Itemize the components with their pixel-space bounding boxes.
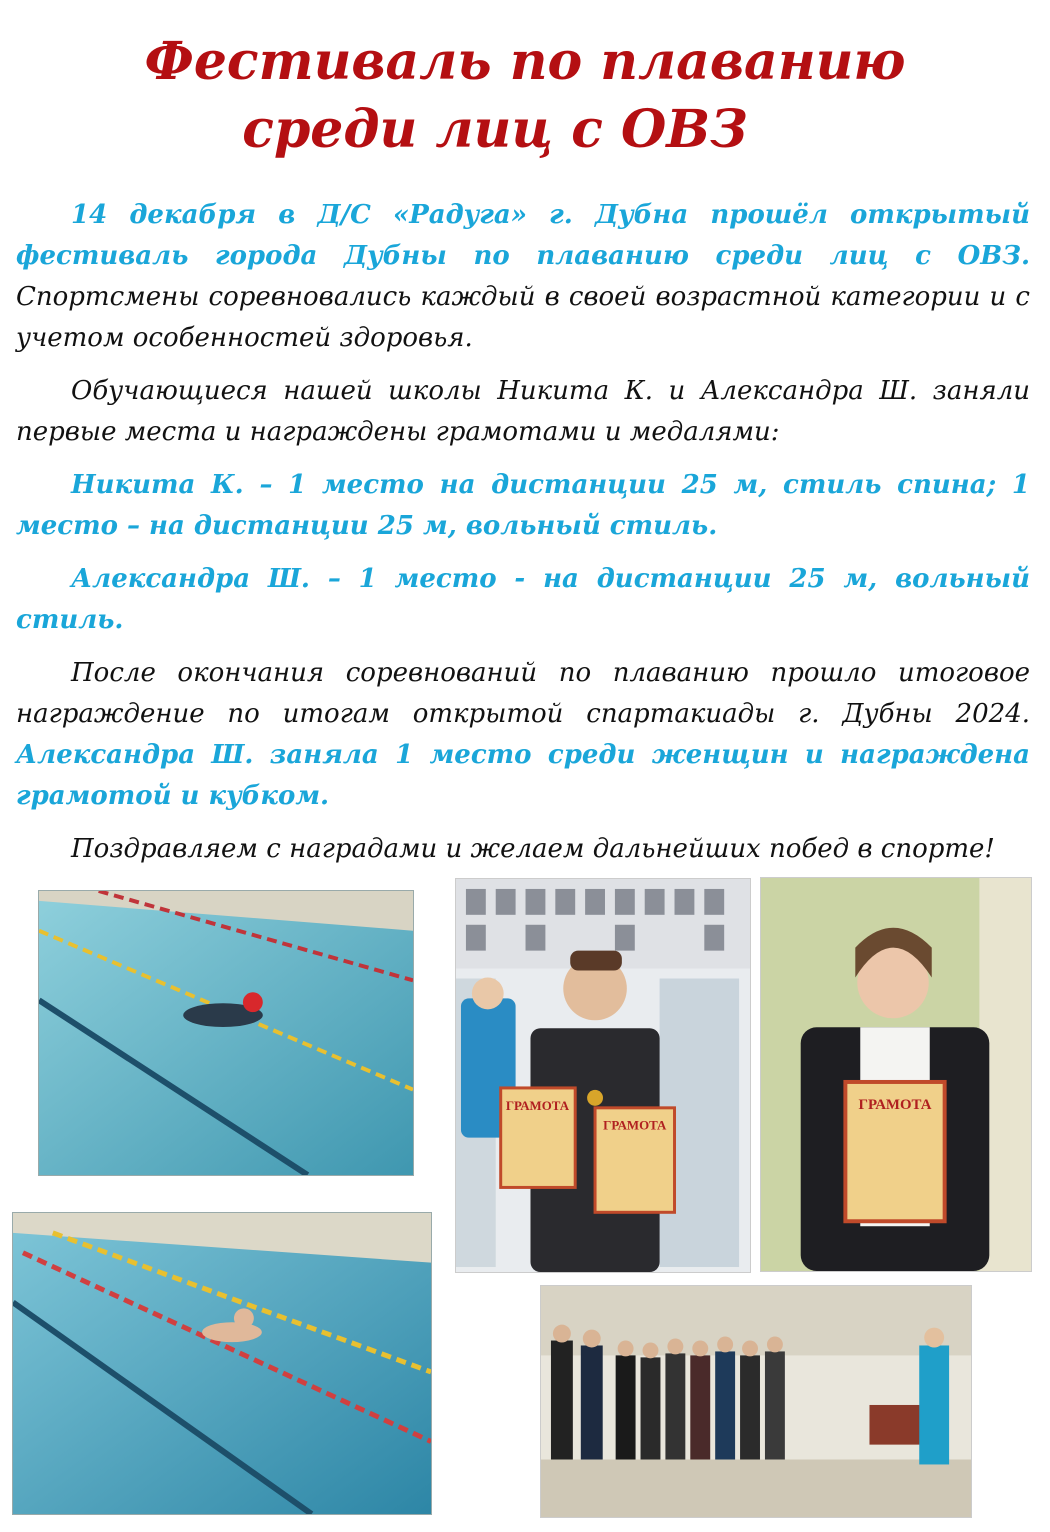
paragraph-5-text: После окончания соревнований по плаванию прошло итоговое награждение по итогам открытой спартакиады г. Дубны 2024. — [16, 658, 1030, 729]
paragraph-6-congratulations: Поздравляем с наградами и желаем дальнейших побед в спорте! — [71, 834, 995, 864]
paragraph-5 — [16, 653, 1030, 817]
article-body — [16, 195, 1030, 882]
paragraph-2: Обучающиеся нашей школы Никита К. и Александра Ш. заняли первые места и награждены грамотами и медалями: — [16, 376, 1030, 447]
page-title — [0, 28, 1050, 164]
paragraph-3-result-nikita: Никита К. – 1 место на дистанции 25 м, стиль спина; 1 место – на дистанции 25 м, вольный стиль. — [16, 470, 1030, 541]
certificate-label: ГРАМОТА — [603, 1117, 667, 1133]
photo-girl-with-certificate — [760, 877, 1032, 1272]
photo-award-ceremony-group — [540, 1285, 972, 1518]
paragraph-4-result-alexandra: Александра Ш. – 1 место - на дистанции 25 м, вольный стиль. — [16, 564, 1030, 635]
paragraph-1-highlight: 14 декабря в Д/С «Радуга» г. Дубна прошёл открытый фестиваль города Дубны по плаванию среди лиц с ОВЗ. — [16, 200, 1030, 271]
photo-boy-with-certificates — [455, 878, 751, 1273]
paragraph-1-text: Спортсмены соревновались каждый в своей возрастной категории и с учетом особенностей здоровья. — [16, 282, 1030, 353]
paragraph-5-highlight: Александра Ш. заняла 1 место среди женщин и награждена грамотой и кубком. — [16, 740, 1030, 811]
certificate-label: ГРАМОТА — [505, 1097, 570, 1113]
photo-pool-swimmer-2 — [12, 1212, 432, 1515]
paragraph-1 — [16, 195, 1030, 359]
certificate-label: ГРАМОТА — [858, 1096, 932, 1113]
photo-pool-swimmer-1 — [38, 890, 414, 1176]
title-line-2: среди лиц с ОВЗ — [242, 99, 748, 160]
title-line-1: Фестиваль по плаванию — [144, 31, 906, 92]
